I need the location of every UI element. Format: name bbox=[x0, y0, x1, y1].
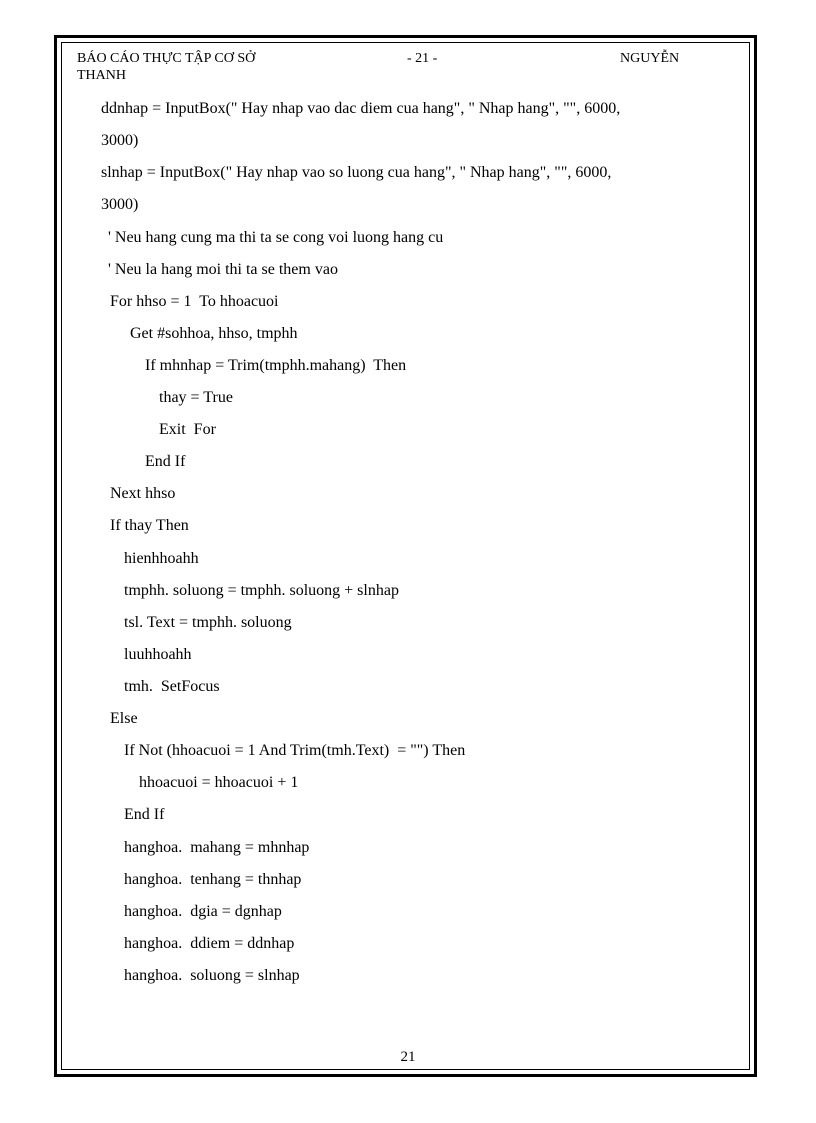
page-header bbox=[77, 50, 717, 86]
code-line: hhoacuoi = hhoacuoi + 1 bbox=[139, 774, 299, 791]
code-line: hanghoa. tenhang = thnhap bbox=[124, 871, 302, 888]
code-line: hanghoa. dgia = dgnhap bbox=[124, 903, 282, 920]
code-line: Exit For bbox=[159, 421, 216, 438]
code-line: hanghoa. mahang = mhnhap bbox=[124, 839, 310, 856]
code-line: tmh. SetFocus bbox=[124, 678, 220, 695]
code-line: If mhnhap = Trim(tmphh.mahang) Then bbox=[145, 357, 407, 374]
code-line: ddnhap = InputBox(" Hay nhap vao dac diem cua hang", " Nhap hang", "", 6000, bbox=[101, 100, 621, 117]
code-line: If thay Then bbox=[110, 517, 189, 534]
code-line: Else bbox=[110, 710, 138, 727]
code-line: hienhhoahh bbox=[124, 550, 199, 567]
code-line: If Not (hhoacuoi = 1 And Trim(tmh.Text) = "") Then bbox=[124, 742, 466, 759]
header-report-title: BÁO CÁO THỰC TẬP CƠ SỞ bbox=[77, 51, 256, 66]
code-line: 3000) bbox=[101, 196, 139, 213]
code-line: slnhap = InputBox(" Hay nhap vao so luong cua hang", " Nhap hang", "", 6000, bbox=[101, 164, 612, 181]
code-comment: ' Neu la hang moi thi ta se them vao bbox=[108, 261, 338, 278]
code-line: hanghoa. ddiem = ddnhap bbox=[124, 935, 295, 952]
code-line: For hhso = 1 To hhoacuoi bbox=[110, 293, 279, 310]
code-line: tmphh. soluong = tmphh. soluong + slnhap bbox=[124, 582, 399, 599]
code-line: 3000) bbox=[101, 132, 139, 149]
header-author: NGUYỄN bbox=[620, 51, 680, 66]
code-line: Next hhso bbox=[110, 485, 176, 502]
code-line: End If bbox=[124, 806, 165, 823]
code-line: luuhhoahh bbox=[124, 646, 192, 663]
page-number: 21 bbox=[400, 1049, 416, 1065]
code-line: Get #sohhoa, hhso, tmphh bbox=[130, 325, 298, 342]
code-line: hanghoa. soluong = slnhap bbox=[124, 967, 300, 984]
code-comment: ' Neu hang cung ma thi ta se cong voi luong hang cu bbox=[108, 229, 444, 246]
header-page-marker: - 21 - bbox=[407, 51, 438, 66]
code-line: tsl. Text = tmphh. soluong bbox=[124, 614, 292, 631]
header-author-continued: THANH bbox=[77, 68, 126, 83]
code-line: End If bbox=[145, 453, 186, 470]
code-line: thay = True bbox=[159, 389, 233, 406]
